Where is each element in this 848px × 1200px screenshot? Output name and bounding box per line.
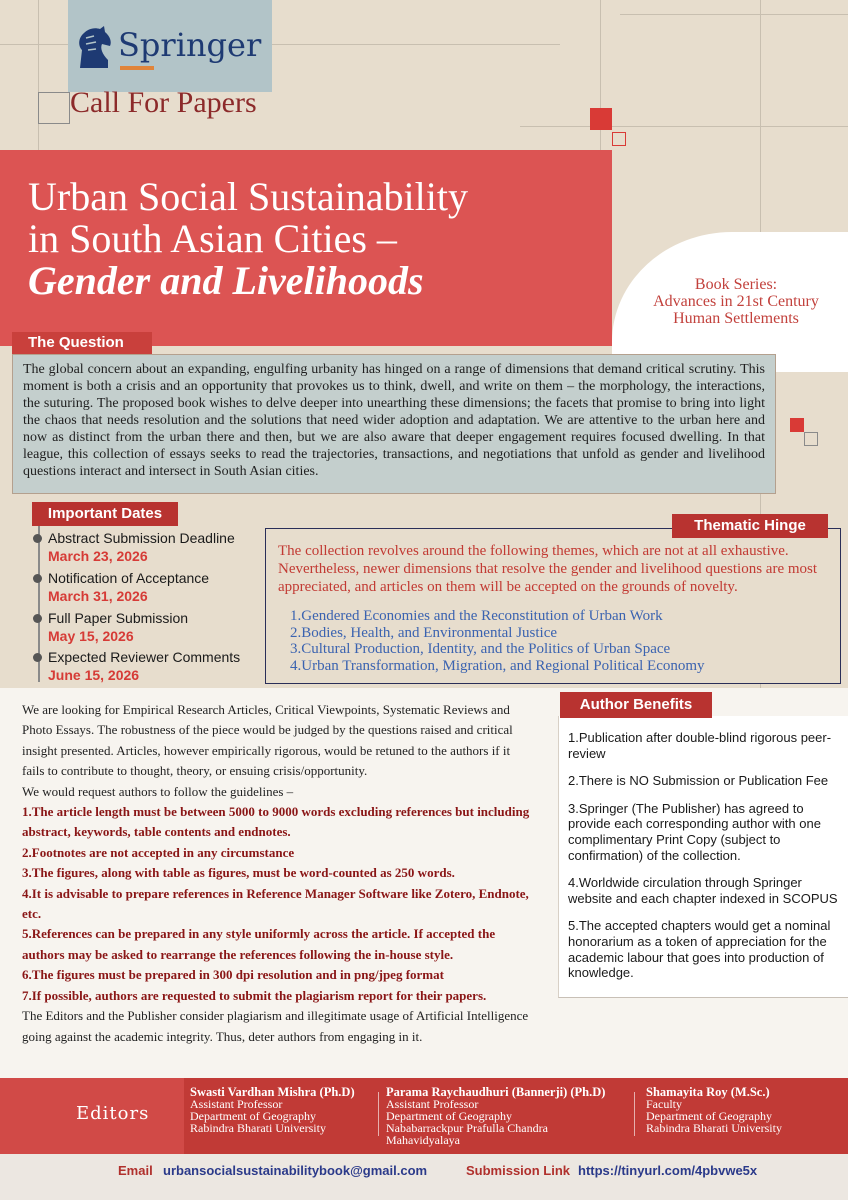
benefits-list — [568, 730, 840, 993]
decor-box — [38, 92, 70, 124]
guideline-rule: 3.The figures, along with table as figures, must be word-counted as 250 words. — [22, 865, 455, 881]
editor-divider — [634, 1092, 635, 1136]
timeline-dot — [33, 614, 42, 623]
thematic-hinge-label: Thematic Hinge — [672, 514, 828, 538]
date-value: May 15, 2026 — [48, 628, 134, 644]
date-value: March 31, 2026 — [48, 588, 148, 604]
series-line: Book Series: — [694, 276, 778, 293]
editor-role: Assistant Professor — [386, 1097, 479, 1111]
editors-label: Editors — [76, 1103, 150, 1124]
editor-divider — [378, 1092, 379, 1136]
theme-item: 4.Urban Transformation, Migration, and Regional Political Economy — [290, 657, 705, 674]
benefit-item: 1.Publication after double-blind rigorous peer-review — [568, 730, 832, 761]
springer-horse-logo-icon — [74, 24, 114, 70]
guideline-rule: 1.The article length must be between 5000 to 9000 words excluding references but including abstract, keywords, table contents and endnotes. — [22, 804, 530, 840]
editor-name: Parama Raychaudhuri (Bannerji) (Ph.D) — [386, 1085, 606, 1099]
editor-dept: Department of Geography — [386, 1109, 512, 1123]
benefit-item: 3.Springer (The Publisher) has agreed to provide each corresponding author with one complimentary Print Copy (subject to confirmation) of the collection. — [568, 800, 821, 863]
deco-line — [520, 126, 848, 127]
timeline-dot — [33, 653, 42, 662]
editor-card — [190, 1086, 355, 1134]
guideline-rule: 2.Footnotes are not accepted in any circumstance — [22, 844, 295, 860]
author-benefits-label: Author Benefits — [560, 692, 712, 718]
question-text: The global concern about an expanding, engulfing urbanity has hinged on a range of dimensions that demand critical scrutiny. This moment is both a crisis and an opportunity that provokes us to think, dwell, and write on them – the morphology, the interactions, the suturing. The proposed book wishes to delve deeper into unearthing these dimensions; the facets that promise to bring into light the chaos that needs resolution and the solutions that need wider adoption and adaptation. We are attentive to the urban here and now as distinct from the urban there and then, but we are also aware that deeper engagement requires focused dwelling. In that league, this collection of essays seeks to read the trajectories, transactions, and negotiations that unfold as gender and livelihood questions interact and intersect in South Asian cities. — [23, 362, 765, 479]
question-box — [12, 354, 776, 494]
important-dates-label: Important Dates — [32, 502, 178, 526]
submission-link-label: Submission Link — [466, 1163, 571, 1178]
date-value: March 23, 2026 — [48, 548, 148, 564]
benefit-item: 5.The accepted chapters would get a nominal honorarium as a token of appreciation for the academic labour that goes into production of knowledge. — [568, 918, 831, 981]
guideline-rule: 5.References can be prepared in any style uniformly across the article. If accepted the authors may be asked to rearrange the references following the in-house style. — [22, 926, 496, 962]
editor-inst: Nababarrackpur Prafulla Chandra — [386, 1121, 548, 1135]
decor-square — [790, 418, 804, 432]
email-link[interactable]: urbansocialsustainabilitybook@gmail.com — [163, 1163, 428, 1178]
benefit-item: 2.There is NO Submission or Publication Fee — [568, 773, 829, 789]
guideline-rule: 7.If possible, authors are requested to submit the plagiarism report for their papers. — [22, 987, 487, 1003]
timeline-dot — [33, 534, 42, 543]
submission-link[interactable]: https://tinyurl.com/4pbvwe5x — [578, 1163, 758, 1178]
decor-square — [612, 132, 626, 146]
email-label: Email — [118, 1163, 153, 1178]
editor-dept: Department of Geography — [190, 1109, 316, 1123]
date-value: June 15, 2026 — [48, 667, 140, 683]
theme-item: 2.Bodies, Health, and Environmental Justice — [290, 624, 558, 641]
guidelines-closing: The Editors and the Publisher consider plagiarism and illegitimate usage of Artificial Intelligence going against the academic integrity. Thus, deter authors from engaging in it. — [22, 1008, 529, 1044]
page-subtitle: Gender and Livelihoods — [28, 258, 424, 303]
decor-square — [590, 108, 612, 130]
guidelines-intro: We are looking for Empirical Research Articles, Critical Viewpoints, Systematic Reviews and Photo Essays. The robustness of the piece would be judged by the questions raised and critical insight presented. Articles, however empirically rigorous, would be retuned to the authors if it fails to contribute to thought, theory, or ensuing crisis/opportunity. — [22, 702, 513, 779]
guideline-rule: 4.It is advisable to prepare references in Reference Manager Software like Zotero, Endnote, etc. — [22, 885, 529, 922]
editor-dept: Department of Geography — [646, 1109, 772, 1123]
date-label: Abstract Submission Deadline — [48, 530, 235, 546]
book-series-text — [636, 276, 836, 327]
editor-name: Swasti Vardhan Mishra (Ph.D) — [190, 1085, 355, 1099]
editor-card — [386, 1086, 605, 1146]
guideline-rule: 6.The figures must be prepared in 300 dpi resolution and in png/jpeg format — [22, 967, 444, 983]
editor-inst: Rabindra Bharati University — [646, 1121, 782, 1135]
guidelines-text — [22, 700, 532, 1047]
date-label: Expected Reviewer Comments — [48, 649, 241, 665]
thematic-hinge-intro: The collection revolves around the following themes, which are not at all exhaustive. Nevertheless, newer dimensions that resolve the gender and livelihood questions are most appreciated, and articles on them will be accepted on the grounds of novelty. — [278, 543, 818, 595]
theme-item: 1.Gendered Economies and the Reconstitution of Urban Work — [290, 608, 663, 624]
editor-inst: Rabindra Bharati University — [190, 1121, 326, 1135]
timeline-dot — [33, 574, 42, 583]
date-label: Notification of Acceptance — [48, 570, 210, 586]
editor-name: Shamayita Roy (M.Sc.) — [646, 1085, 770, 1099]
series-line: Advances in 21st Century — [653, 293, 819, 310]
question-label: The Question — [12, 332, 152, 354]
theme-list — [290, 608, 830, 674]
guidelines-section — [22, 700, 532, 1064]
editor-card — [646, 1086, 782, 1134]
benefit-item: 4.Worldwide circulation through Springer website and each chapter indexed in SCOPUS — [568, 875, 838, 906]
decor-square — [804, 432, 818, 446]
editor-role: Assistant Professor — [190, 1097, 283, 1111]
call-for-papers-heading: Call For Papers — [70, 86, 257, 119]
publisher-logo-text: Springer — [118, 26, 262, 64]
series-line: Human Settlements — [673, 310, 799, 327]
editor-role: Faculty — [646, 1097, 682, 1111]
logo-accent-bar — [120, 66, 154, 70]
guidelines-lead: We would request authors to follow the guidelines – — [22, 783, 294, 799]
theme-item: 3.Cultural Production, Identity, and the Politics of Urban Space — [290, 641, 671, 657]
page-title-line: in South Asian Cities – — [28, 216, 397, 261]
date-label: Full Paper Submission — [48, 610, 189, 626]
deco-line — [38, 0, 39, 150]
editor-inst: Mahavidyalaya — [386, 1133, 460, 1147]
deco-line — [620, 14, 848, 15]
page-title-line: Urban Social Sustainability — [28, 174, 468, 219]
